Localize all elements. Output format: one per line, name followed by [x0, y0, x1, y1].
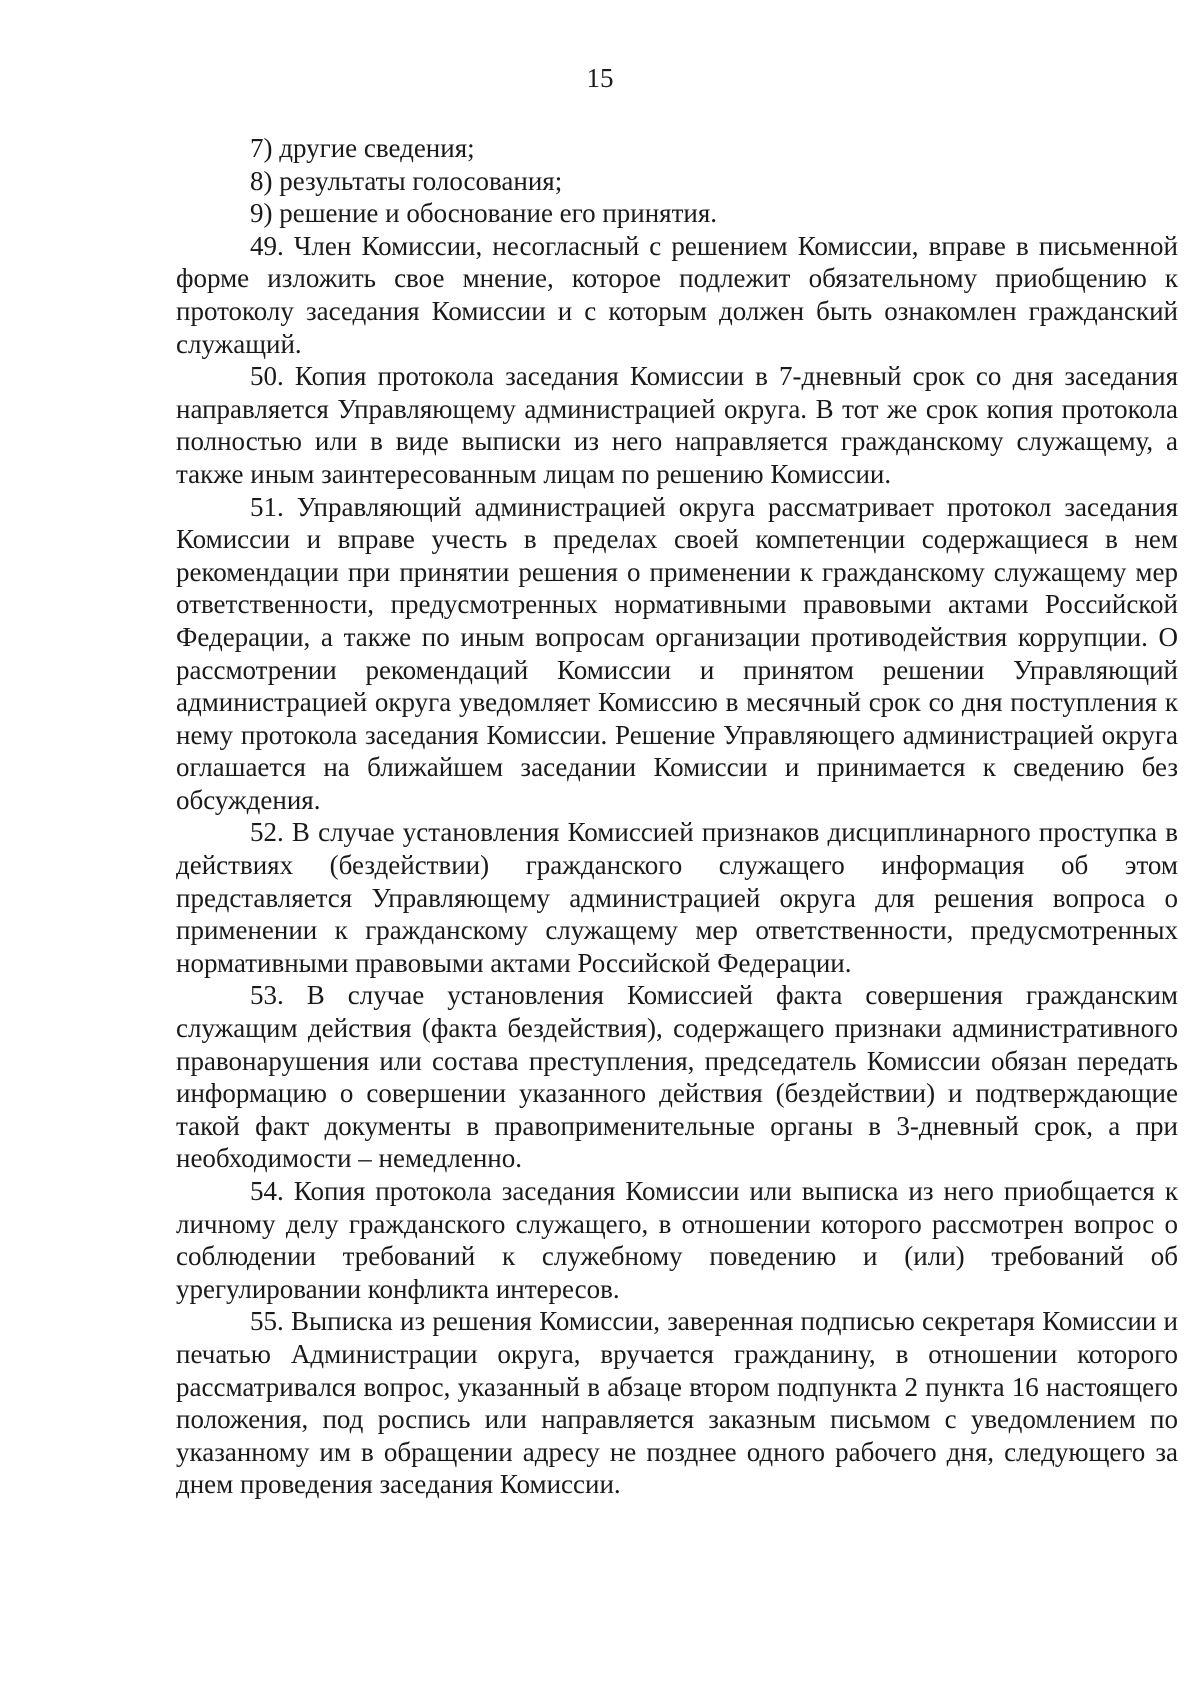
- list-item-8: 8) результаты голосования;: [250, 165, 563, 196]
- list-item-9: 9) решение и обоснование его принятия.: [250, 198, 718, 229]
- clause-53: 53. В случае установления Комиссией факта совершения гражданским служащим действия (факта бездействия), содержащего признаки административного правонарушения или состава преступления, председатель Комиссии обязан передать информацию о совершении указанного действия (бездействии) и подтверждающие такой факт документы в правоприменительные органы в 3-дневный срок, а при необходимости – немедленно.: [176, 980, 1178, 1174]
- list-item-7: 7) другие сведения;: [250, 133, 475, 163]
- page-number: 15: [586, 63, 614, 93]
- clause-52: 52. В случае установления Комиссией признаков дисциплинарного проступка в действиях (бездействии) гражданского служащего информация об этом представляется Управляющему администрацией округа для решения вопроса о применении к гражданскому служащему мер ответственности, предусмотренных нормативными правовыми актами Российской Федерации.: [176, 817, 1178, 978]
- clause-55: 55. Выписка из решения Комиссии, заверенная подписью секретаря Комиссии и печатью Администрации округа, вручается гражданину, в отношении которого рассматривался вопрос, указанный в абзаце втором подпункта 2 пункта 16 настоящего положения, под роспись или направляется заказным письмом с уведомлением по указанному им в обращении адресу не позднее одного рабочего дня, следующего за днем проведения заседания Комиссии.: [176, 1306, 1178, 1500]
- clause-49: 49. Член Комиссии, несогласный с решением Комиссии, вправе в письменной форме изложить свое мнение, которое подлежит обязательному приобщению к протоколу заседания Комиссии и с которым должен быть ознакомлен гражданский служащий.: [176, 230, 1178, 359]
- clause-54: 54. Копия протокола заседания Комиссии или выписка из него приобщается к личному делу гражданского служащего, в отношении которого рассмотрен вопрос о соблюдении требований к служебному поведению и (или) требований об урегулировании конфликта интересов.: [176, 1176, 1178, 1304]
- clause-50: 50. Копия протокола заседания Комиссии в 7-дневный срок со дня заседания направляется Управляющему администрацией округа. В тот же срок копия протокола полностью или в виде выписки из него направляется гражданскому служащему, а также иным заинтересованным лицам по решению Комиссии.: [176, 361, 1178, 489]
- document-body: [176, 132, 1178, 1501]
- clause-51: 51. Управляющий администрацией округа рассматривает протокол заседания Комиссии и вправе учесть в пределах своей компетенции содержащиеся в нем рекомендации при принятии решения о применении к гражданскому служащему мер ответственности, предусмотренных нормативными правовыми актами Российской Федерации, а также по иным вопросам организации противодействия коррупции. О рассмотрении рекомендаций Комиссии и принятом решении Управляющий администрацией округа уведомляет Комиссию в месячный срок со дня поступления к нему протокола заседания Комиссии. Решение Управляющего администрацией округа оглашается на ближайшем заседании Комиссии и принимается к сведению без обсуждения.: [176, 491, 1178, 815]
